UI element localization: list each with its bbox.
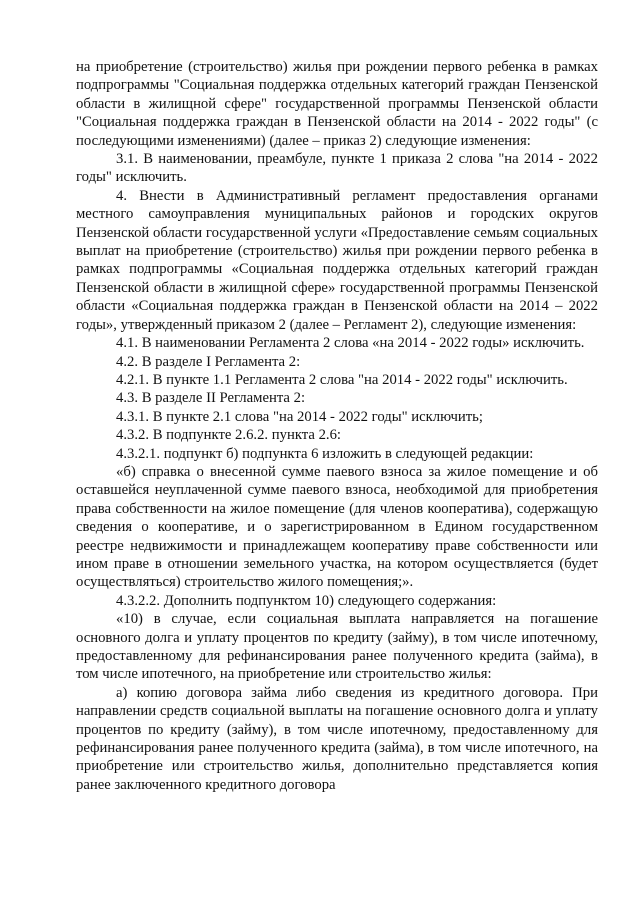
paragraph-quote-10: «10) в случае, если социальная выплата направляется на погашение основного долга и уплату процентов по кредиту (займу), в том числе ипотечному, предоставленному для рефинансирования ранее полученного кредита (займа), в том числе ипотечного, на приобретение или строительство жилья: xyxy=(76,611,598,683)
paragraph-4: 4. Внести в Административный регламент предоставления органами местного самоуправления муниципальных районов и городских округов Пензенской области государственной услуги «Предоставление семьям социальных выплат на приобретение (строительство) жилья при рождении первого ребенка в рамках подпрограммы «Социальная поддержка отдельных категорий граждан Пензенской области в жилищной сфере» государственной программы Пензенской области «Социальная поддержка граждан в Пензенской области на 2014 – 2022 годы», утвержденный приказом 2 (далее – Регламент 2), следующие изменения: xyxy=(76,187,598,333)
document-page xyxy=(76,58,598,794)
paragraph-4-3-2: 4.3.2. В подпункте 2.6.2. пункта 2.6: xyxy=(116,427,342,444)
paragraph-a: а) копию договора займа либо сведения из кредитного договора. При направлении средств социальной выплаты на погашение основного долга и уплату процентов по кредиту (займу), в том числе ипотечному, предоставленному для рефинансирования ранее полученного кредита (займа), в том числе ипотечного, на приобретение или строительство жилья, дополнительно представляется копия ранее заключенного кредитного договора xyxy=(76,684,598,793)
paragraph-3-1: 3.1. В наименовании, преамбуле, пункте 1 приказа 2 слова "на 2014 - 2022 годы" исключить. xyxy=(76,151,598,186)
paragraph-4-3-2-1: 4.3.2.1. подпункт б) подпункта 6 изложить в следующей редакции: xyxy=(116,445,534,462)
paragraph-quote-b: «б) справка о внесенной сумме паевого взноса за жилое помещение и об оставшейся неуплаченной сумме паевого взноса, необходимой для приобретения права собственности на жилое помещение (для членов кооператива), содержащую сведения о кооперативе, и о зарегистрированном в Едином государственном реестре недвижимости и принадлежащем кооперативу праве собственности или ином праве в отношении земельного участка, на котором осуществляется (будет осуществляться) строительство жилого помещения;». xyxy=(76,463,598,591)
paragraph-4-3-1: 4.3.1. В пункте 2.1 слова "на 2014 - 2022 годы" исключить; xyxy=(116,408,483,425)
paragraph-4-2: 4.2. В разделе I Регламента 2: xyxy=(116,353,301,370)
paragraph-4-1: 4.1. В наименовании Регламента 2 слова «на 2014 - 2022 годы» исключить. xyxy=(116,335,585,352)
paragraph-4-3-2-2: 4.3.2.2. Дополнить подпунктом 10) следующего содержания: xyxy=(116,592,497,609)
paragraph-continuation: на приобретение (строительство) жилья при рождении первого ребенка в рамках подпрограммы "Социальная поддержка отдельных категорий граждан Пензенской области в жилищной сфере" государственной программы Пензенской области "Социальная поддержка граждан в Пензенской области на 2014 - 2022 годы" (с последующими изменениями) (далее – приказ 2) следующие изменения: xyxy=(76,59,598,149)
paragraph-4-3: 4.3. В разделе II Регламента 2: xyxy=(116,390,306,407)
paragraph-4-2-1: 4.2.1. В пункте 1.1 Регламента 2 слова "на 2014 - 2022 годы" исключить. xyxy=(116,371,568,388)
